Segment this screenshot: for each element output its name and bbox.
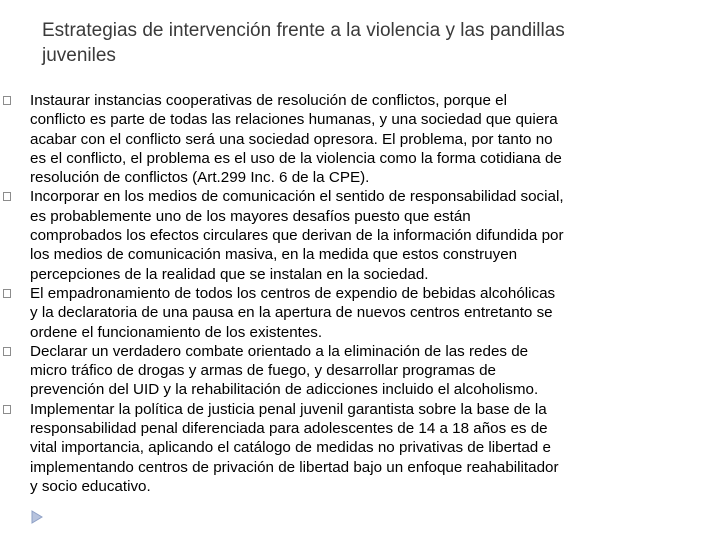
square-bullet-icon [3, 347, 11, 356]
bullet-list [24, 91, 704, 496]
bullet-item-1 [24, 91, 704, 187]
bullet-text-1: Instaurar instancias cooperativas de resolución de conflictos, porque el conflicto es parte de todas las relaciones humanas, y una sociedad que quiera acabar con el conflicto será una sociedad opresora. El problema, por tanto no es el conflicto, el problema es el uso de la violencia como la forma cotidiana de resolución de conflictos (Art.299 Inc. 6 de la CPE). [30, 92, 562, 187]
bullet-item-3 [24, 284, 704, 342]
square-bullet-icon [3, 192, 11, 201]
bullet-text-3: El empadronamiento de todos los centros de expendio de bebidas alcohólicas y la declaratoria de una pausa en la apertura de nuevos centros entretanto se ordene el funcionamiento de los existentes. [30, 284, 556, 341]
bullet-text-5: Implementar la política de justicia penal juvenil garantista sobre la base de la responsabilidad penal diferenciada para adolescentes de 14 a 18 años es de vital importancia, aplicando el catálogo de medidas no privativas de libertad e implementando centros de privación de libertad bajo un enfoque reahabilitador y socio educativo. [30, 400, 559, 495]
bullet-item-2 [24, 187, 704, 283]
slide-navigation-arrow-icon[interactable] [30, 510, 44, 524]
square-bullet-icon [3, 405, 11, 414]
bullet-item-4 [24, 342, 704, 400]
bullet-text-4: Declarar un verdadero combate orientado a la eliminación de las redes de micro tráfico de drogas y armas de fuego, y desarrollar programas de prevención del UID y la rehabilitación de adicciones incluido el alcoholismo. [30, 342, 539, 399]
square-bullet-icon [3, 289, 11, 298]
bullet-text-2: Incorporar en los medios de comunicación el sentido de responsabilidad social, es probablemente uno de los mayores desafíos puesto que están comprobados los efectos circulares que derivan de la información difundida por los medios de comunicación masiva, en la medida que estos construyen percepciones de la realidad que se instalan en la sociedad. [30, 188, 564, 283]
slide-title: Estrategias de intervención frente a la violencia y las pandillas juveniles [42, 20, 565, 66]
bullet-item-5 [24, 400, 704, 496]
square-bullet-icon [3, 96, 11, 105]
